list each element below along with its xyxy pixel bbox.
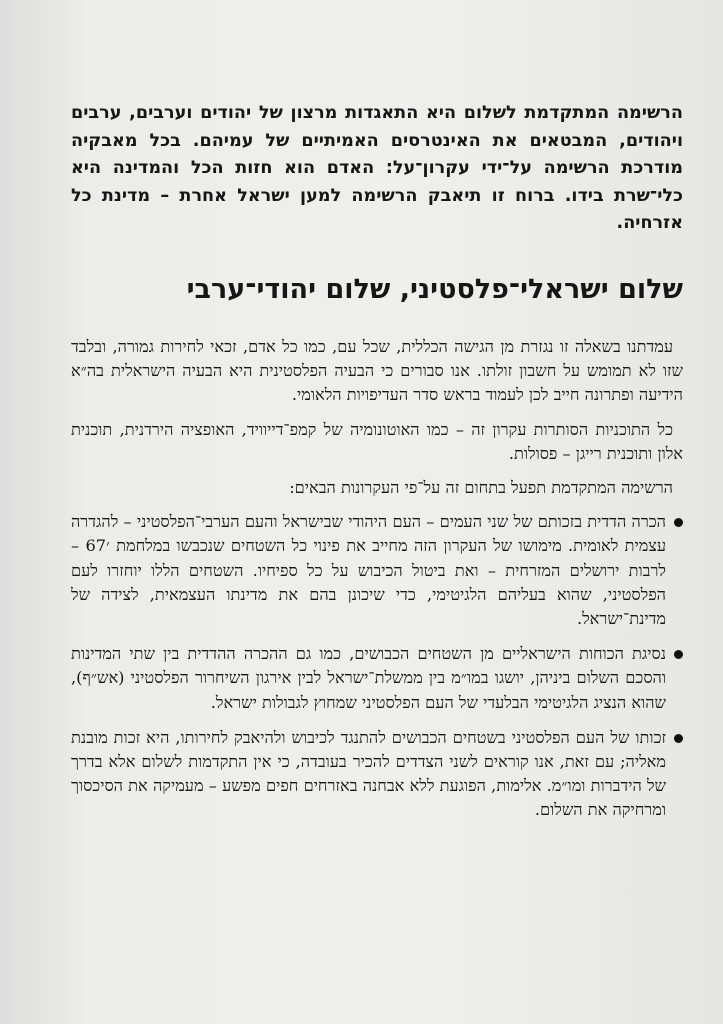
- section-title: שלום ישראלי־פלסטיני, שלום יהודי־ערבי: [186, 274, 683, 305]
- principle-item: [71, 726, 683, 823]
- bullet-icon: [674, 734, 683, 743]
- bullet-icon: [674, 650, 683, 659]
- principle-text: זכותו של העם הפלסטיני בשטחים הכבושים להתנגד לכיבוש ולהיאבק לחירותו, היא זכות מובנת מאליה; עם זאת, אנו קוראים לשני הצדדים להכיר בעובדה, כי אין התקדמות לשלום אלא בדרך של הידברות ומו״מ. אלימות, הפוגעת ללא אבחנה באזרחים חפים מפשע – מעמיקה את הסיכסוך ומרחיקה את השלום.: [71, 727, 666, 820]
- bullet-icon: [674, 518, 683, 527]
- principle-text: הכרה הדדית בזכותם של שני העמים – העם היהודי שבישראל והעם הערבי־הפלסטיני – להגדרה עצמית לאומית. מימושו של העקרון הזה מחייב את פינוי כל השטחים שנכבשו במלחמת ׳67 – לרבות ירושלים המזרחית – ואת ביטול הכיבוש על כל ספיחיו. השטחים הללו יוחזרו לעם הפלסטיני, שהוא בעליהם הלגיטימי, כדי שיכונן בהם את מדינתו העצמאית, לצידה של מדינת־ישראל.: [71, 512, 666, 629]
- section-body: [71, 335, 683, 834]
- principles-list: [71, 510, 683, 822]
- principle-item: [71, 642, 683, 715]
- principle-text: נסיגת הכוחות הישראליים מן השטחים הכבושים, כמו גם ההכרה ההדדית בין שתי המדינות והסכם השלום ביניהן, יושגו במו״מ בין ממשלת־ישראל לבין אירגון השיחרור הפלסטיני (אש״ף), שהוא הנציג הלגיטימי הבלעדי של העם הפלסטיני שמחוץ לגבולות ישראל.: [71, 644, 666, 712]
- body-paragraph: עמדתנו בשאלה זו נגזרת מן הגישה הכללית, שכל עם, כמו כל אדם, זכאי לחירות גמורה, ובלבד שזו לא תמומש על חשבון זולתו. אנו סבורים כי הבעיה הפלסטינית היא הבעיה הישראלית בה״א הידיעה ופתרונה חייב לכן לעמוד בראש סדר העדיפויות הלאומי.: [71, 337, 683, 405]
- principle-item: [71, 510, 683, 631]
- body-paragraph: כל התוכניות הסותרות עקרון זה – כמו האוטונומיה של קמפ־דייוויד, האופציה הירדנית, תוכנית אלון ותוכנית רייגן – פסולות.: [71, 419, 683, 463]
- intro-paragraph: הרשימה המתקדמת לשלום היא התאגדות מרצון של יהודים וערבים, ערבים ויהודים, המבטאים את האינטרסים האמיתיים של עמיהם. בכל מאבקיה מודרכת הרשימה על־ידי עקרון־על: האדם הוא חזות הכל והמדינה היא כלי־שרת בידו. ברוח זו תיאבק הרשימה למען ישראל אחרת – מדינת כל אזרחיה.: [71, 103, 683, 233]
- body-paragraph: הרשימה המתקדמת תפעל בתחום זה על־פי העקרונות הבאים:: [289, 478, 673, 498]
